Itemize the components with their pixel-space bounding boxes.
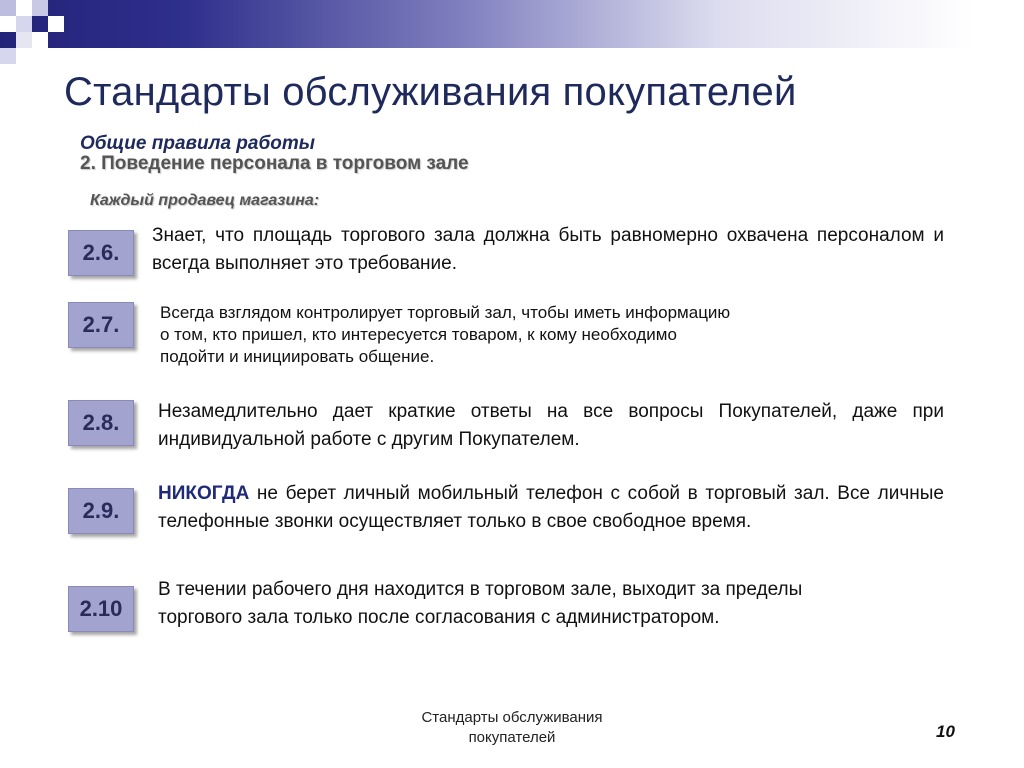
rule-line: подойти и инициировать общение.: [160, 347, 435, 366]
rule-number-badge: 2.7.: [68, 302, 134, 348]
rule-line: о том, кто пришел, кто интересуется товаром, к кому необходимо: [160, 325, 677, 344]
section-heading: 2. Поведение персонала в торговом зале: [80, 153, 469, 174]
page-number: 10: [936, 722, 955, 741]
decor-square: [0, 0, 16, 16]
section-subtitle: Общие правила работы: [80, 133, 315, 154]
rule-text: [160, 302, 890, 368]
rule-text: Незамедлительно дает краткие ответы на все вопросы Покупателей, даже при индивидуальной работе с другим Покупателем.: [158, 401, 944, 450]
decor-square: [16, 0, 32, 16]
slide-title: Стандарты обслуживания покупателей: [64, 70, 797, 114]
rule-number-badge: 2.9.: [68, 488, 134, 534]
decor-square: [16, 16, 32, 32]
rule-line: В течении рабочего дня находится в торговом зале, выходит за пределы: [158, 579, 803, 600]
rule-text-body: не берет личный мобильный телефон с собой в торговый зал. Все личные телефонные звонки осуществляет только в свое свободное время.: [158, 483, 944, 532]
rule-number-badge: 2.6.: [68, 230, 134, 276]
rule-text: [158, 576, 944, 632]
footer-line: Стандарты обслуживания: [421, 709, 603, 726]
rule-number-badge: 2.8.: [68, 400, 134, 446]
rule-number-badge: 2.10: [68, 586, 134, 632]
rule-highlight: НИКОГДА: [158, 483, 250, 504]
footer-line: покупателей: [468, 729, 556, 746]
decor-square: [0, 48, 16, 64]
decor-square: [16, 32, 32, 48]
rule-text: Знает, что площадь торгового зала должна быть равномерно охвачена персоналом и всегда выполняет это требование.: [152, 225, 944, 274]
rule-line: торгового зала только после согласования с администратором.: [158, 607, 720, 628]
decor-square: [48, 16, 64, 32]
rule-text: [158, 480, 944, 536]
decor-square: [32, 0, 48, 16]
decor-square: [0, 16, 16, 32]
rule-line: Всегда взглядом контролирует торговый зал, чтобы иметь информацию: [160, 303, 731, 322]
footer-caption: [382, 708, 642, 748]
decor-square: [32, 32, 48, 48]
intro-text: Каждый продавец магазина:: [90, 192, 320, 209]
header-gradient-band: [0, 0, 1024, 48]
